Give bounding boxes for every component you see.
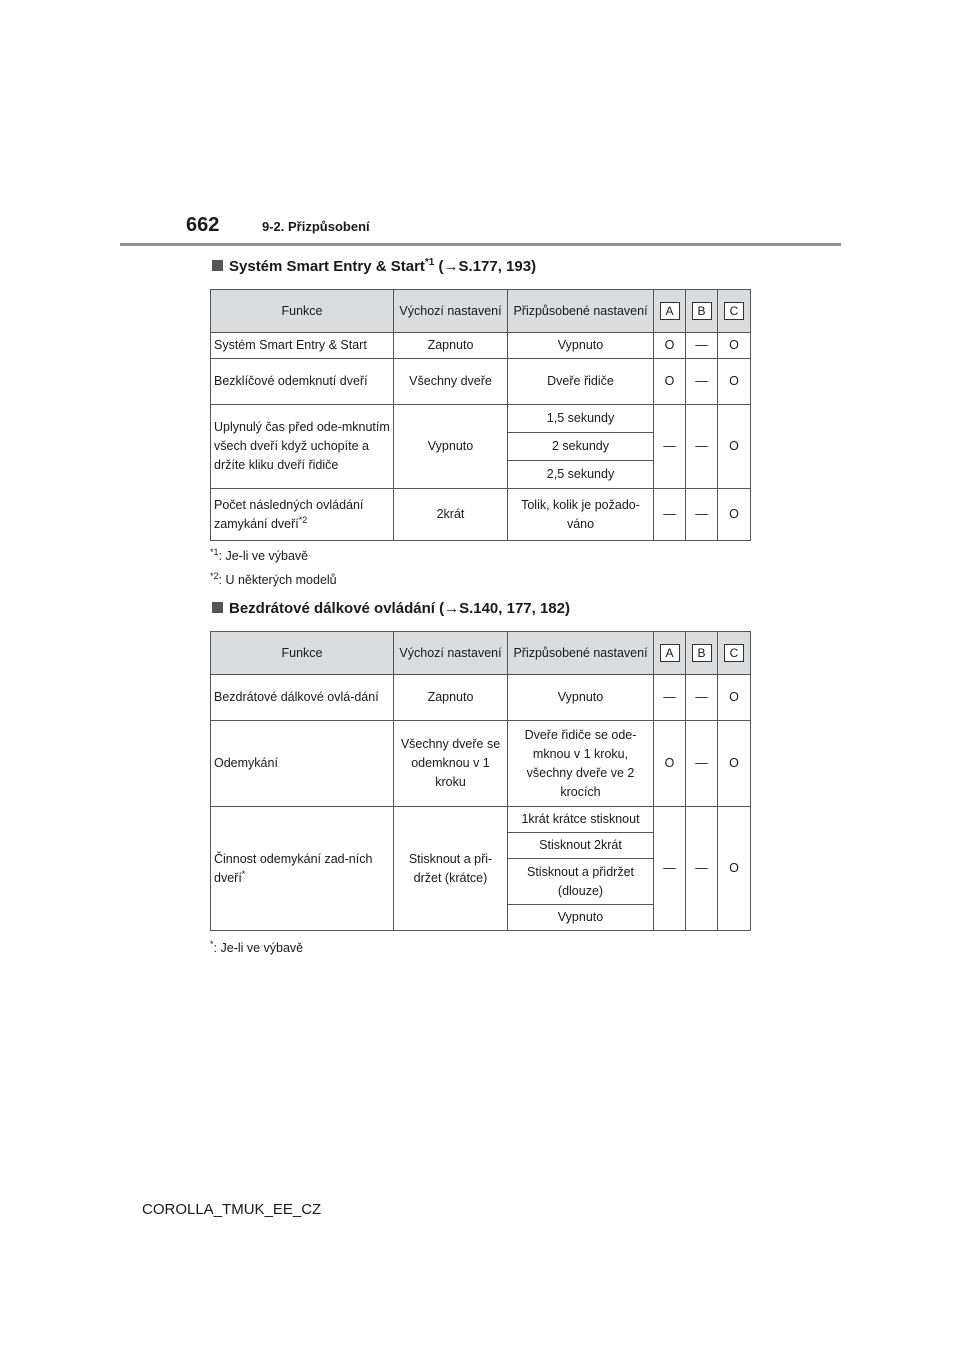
col-header-prizpusobene: Přizpůsobené nastavení: [508, 632, 654, 675]
table-row: Odemykání Všechny dveře se odemknou v 1 kroku Dveře řidiče se ode-mknou v 1 kroku, všechny dveře ve 2 krocích O — O: [211, 721, 751, 807]
section-title: 9-2. Přizpůsobení: [262, 219, 370, 234]
col-header-b: B: [686, 290, 718, 333]
bullet-square-icon: [212, 260, 223, 271]
table-smart-entry: [210, 289, 751, 541]
table-row: Bezdrátové dálkové ovlá-dání Zapnuto Vypnuto — — O: [211, 675, 751, 721]
footer-model-code: COROLLA_TMUK_EE_CZ: [142, 1201, 322, 1218]
table-row: 2 sekundy: [211, 433, 751, 461]
col-header-a: A: [654, 632, 686, 675]
table-row: Uplynulý čas před ode-mknutím všech dveří když uchopíte a držíte kliku dveří řidiče Vypnuto 1,5 sekundy — — O: [211, 405, 751, 433]
header-rule: [120, 243, 841, 246]
col-header-c: C: [718, 632, 751, 675]
table-row: Systém Smart Entry & Start Zapnuto Vypnuto O — O: [211, 333, 751, 359]
footnote: $^{*1}$: Je-li ve výbavě: [210, 546, 309, 563]
section-heading-smart-entry: Systém Smart Entry & Start$^{*1}$ (→S.177, 193): [212, 258, 536, 275]
table-row: Stisknout 2krát: [211, 833, 751, 859]
table-row: Počet následných ovládání zamykání dveří$^{*2}$ 2krát Tolik, kolik je požado-váno — — O: [211, 489, 751, 541]
col-header-vychozi: Výchozí nastavení: [394, 632, 508, 675]
col-header-c: C: [718, 290, 751, 333]
table-row: Stisknout a přidržet (dlouze): [211, 859, 751, 905]
col-header-funkce: Funkce: [211, 290, 394, 333]
footnote: *: Je-li ve výbavě: [210, 938, 304, 955]
section-heading-remote: Bezdrátové dálkové ovládání (→S.140, 177, 182): [212, 600, 570, 617]
col-header-funkce: Funkce: [211, 632, 394, 675]
table-remote-control: [210, 631, 751, 931]
table-row: 2,5 sekundy: [211, 461, 751, 489]
col-header-a: A: [654, 290, 686, 333]
col-header-b: B: [686, 632, 718, 675]
col-header-vychozi: Výchozí nastavení: [394, 290, 508, 333]
footnote: $^{*2}$: U některých modelů: [210, 570, 337, 587]
page-number: 662: [186, 214, 220, 236]
table-row: Bezklíčové odemknutí dveří Všechny dveře Dveře řidiče O — O: [211, 359, 751, 405]
bullet-square-icon: [212, 602, 223, 613]
table-row: Vypnuto: [211, 905, 751, 931]
col-header-prizpusobene: Přizpůsobené nastavení: [508, 290, 654, 333]
table-row: Činnost odemykání zad-ních dveří* Stisknout a při-držet (krátce) 1krát krátce stisknout — — O: [211, 807, 751, 833]
